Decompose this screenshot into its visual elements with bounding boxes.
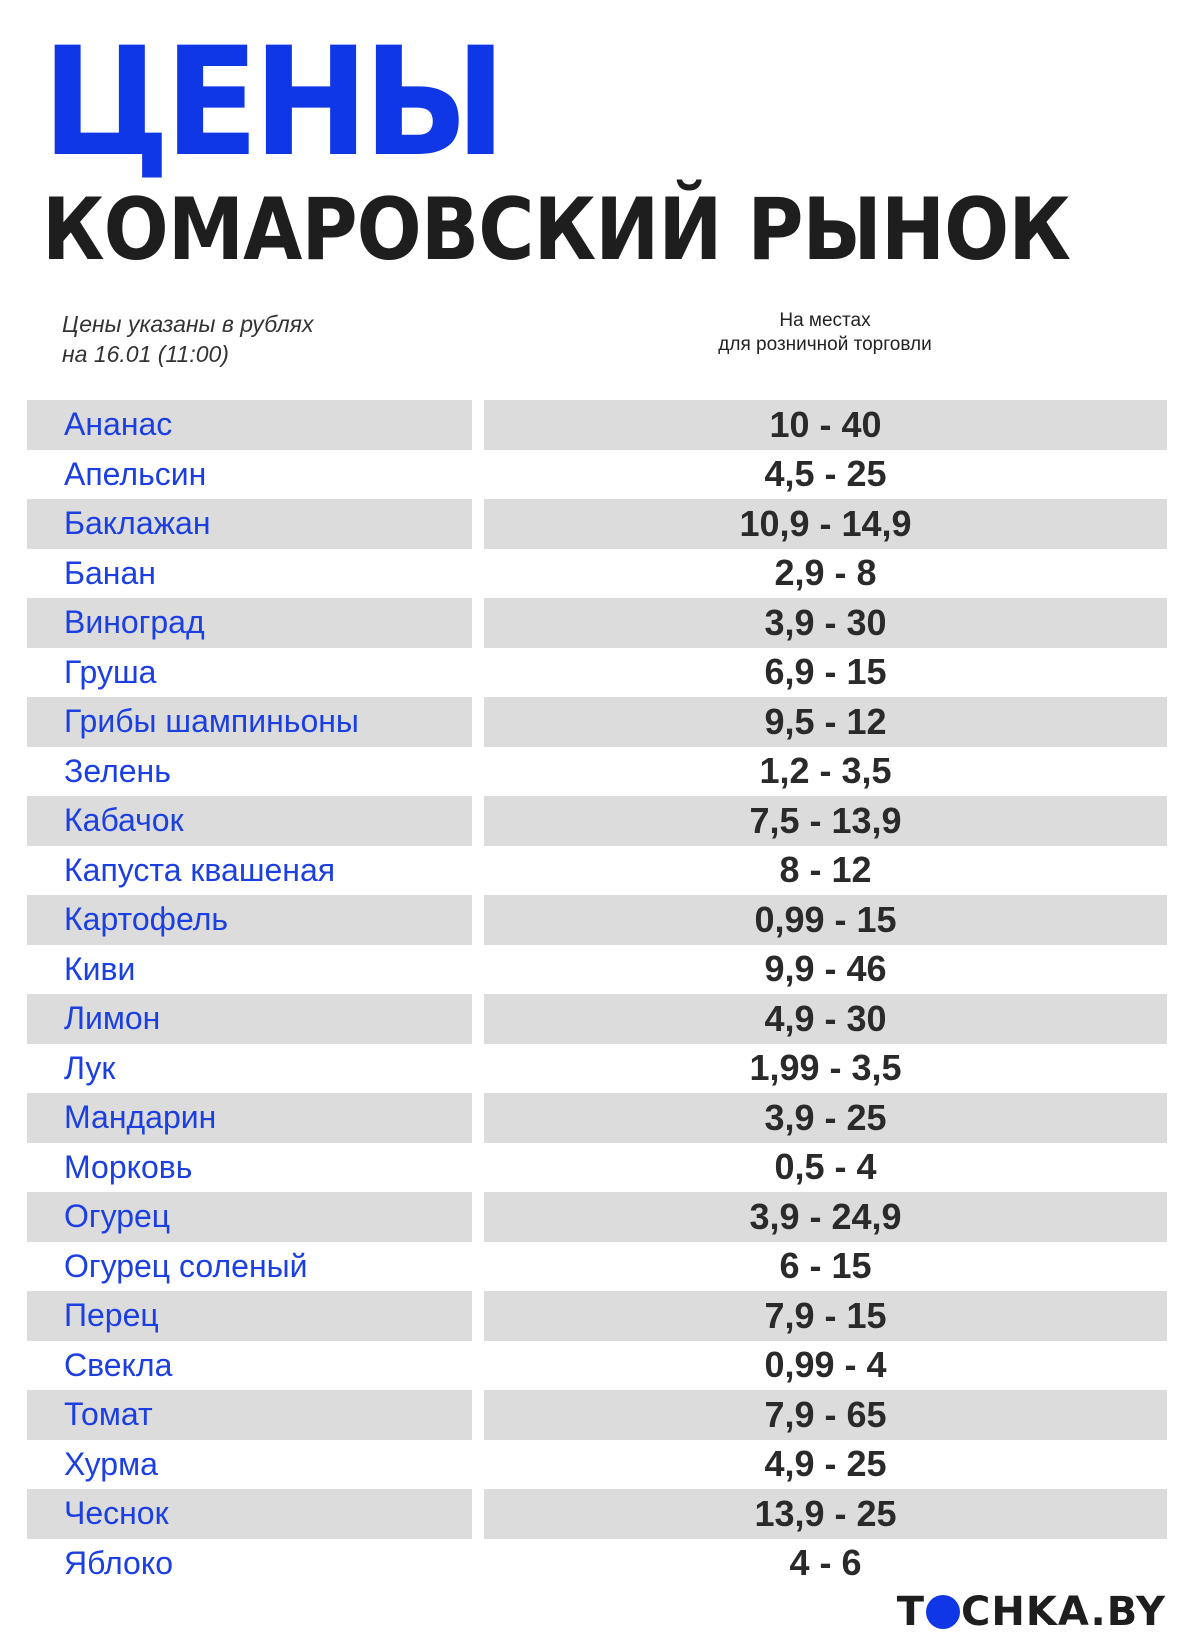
table-row: [27, 945, 1167, 995]
product-name: Баклажан: [27, 499, 472, 549]
table-row: [27, 1143, 1167, 1193]
table-row: [27, 1390, 1167, 1440]
price-range: 3,9 - 24,9: [484, 1192, 1167, 1242]
price-range: 3,9 - 25: [484, 1093, 1167, 1143]
price-range: 6,9 - 15: [764, 651, 887, 693]
product-name: Чеснок: [27, 1489, 472, 1539]
product-name: Огурец соленый: [64, 1247, 308, 1284]
price-range: 0,5 - 4: [774, 1146, 877, 1188]
product-name: Лук: [64, 1049, 116, 1086]
product-name: Огурец: [27, 1192, 472, 1242]
table-row: [27, 1044, 1167, 1094]
table-row: [27, 747, 1167, 797]
product-name: Перец: [27, 1291, 472, 1341]
table-row: [27, 1242, 1167, 1292]
currency-note: [62, 309, 313, 369]
price-range: 9,5 - 12: [484, 697, 1167, 747]
logo-text-end: CHKA.BY: [961, 1589, 1166, 1635]
product-name: Морковь: [64, 1148, 193, 1185]
price-range: 1,99 - 3,5: [749, 1047, 902, 1089]
product-name: Груша: [64, 653, 157, 690]
tochka-logo: [897, 1590, 1166, 1634]
product-name: Зелень: [64, 752, 171, 789]
price-range: 7,9 - 15: [484, 1291, 1167, 1341]
product-name: Кабачок: [27, 796, 472, 846]
price-column-header-line2: для розничной торговли: [718, 334, 932, 355]
price-range: 0,99 - 15: [484, 895, 1167, 945]
price-range: 4 - 6: [789, 1542, 862, 1584]
product-name: Апельсин: [64, 455, 207, 492]
table-row: [27, 499, 1167, 549]
table-row: [27, 1291, 1167, 1341]
product-name: Мандарин: [27, 1093, 472, 1143]
product-name: Киви: [64, 950, 136, 987]
table-row: [27, 549, 1167, 599]
table-row: [27, 1192, 1167, 1242]
table-row: [27, 1440, 1167, 1490]
price-range: 6 - 15: [779, 1245, 872, 1287]
table-row: [27, 1093, 1167, 1143]
product-name: Картофель: [27, 895, 472, 945]
price-range: 9,9 - 46: [764, 948, 887, 990]
product-name: Яблоко: [64, 1544, 173, 1581]
table-row: [27, 846, 1167, 896]
product-name: Лимон: [27, 994, 472, 1044]
price-range: 4,5 - 25: [764, 453, 887, 495]
table-row: [27, 648, 1167, 698]
table-row: [27, 1489, 1167, 1539]
price-range: 1,2 - 3,5: [759, 750, 892, 792]
price-range: 13,9 - 25: [484, 1489, 1167, 1539]
product-name: Грибы шампиньоны: [27, 697, 472, 747]
price-column-header-line1: На местах: [779, 310, 871, 331]
logo-dot-icon: [926, 1595, 960, 1629]
product-name: Капуста квашеная: [64, 851, 336, 888]
table-row: [27, 1341, 1167, 1391]
currency-note-line1: Цены указаны в рублях: [62, 311, 314, 337]
product-name: Виноград: [27, 598, 472, 648]
price-range: 10,9 - 14,9: [484, 499, 1167, 549]
market-name: КОМАРОВСКИЙ РЫНОК: [42, 180, 1070, 280]
price-column-header: [690, 309, 960, 357]
product-name: Свекла: [64, 1346, 173, 1383]
price-range: 0,99 - 4: [764, 1344, 887, 1386]
price-range: 10 - 40: [484, 400, 1167, 450]
product-name: Ананас: [27, 400, 472, 450]
table-row: [27, 400, 1167, 450]
price-range: 7,5 - 13,9: [484, 796, 1167, 846]
table-row: [27, 450, 1167, 500]
table-row: [27, 895, 1167, 945]
product-name: Томат: [27, 1390, 472, 1440]
page-title: ЦЕНЫ: [42, 16, 501, 190]
price-range: 4,9 - 25: [764, 1443, 887, 1485]
price-range: 3,9 - 30: [484, 598, 1167, 648]
date-note-line2: на 16.01 (11:00): [62, 341, 229, 367]
price-range: 7,9 - 65: [484, 1390, 1167, 1440]
logo-text-start: T: [896, 1589, 925, 1635]
table-row: [27, 1539, 1167, 1589]
table-row: [27, 598, 1167, 648]
product-name: Хурма: [64, 1445, 158, 1482]
price-range: 2,9 - 8: [774, 552, 877, 594]
price-range: 4,9 - 30: [484, 994, 1167, 1044]
price-table: [27, 400, 1167, 1588]
table-row: [27, 697, 1167, 747]
table-row: [27, 796, 1167, 846]
price-range: 8 - 12: [779, 849, 872, 891]
table-row: [27, 994, 1167, 1044]
product-name: Банан: [64, 554, 156, 591]
